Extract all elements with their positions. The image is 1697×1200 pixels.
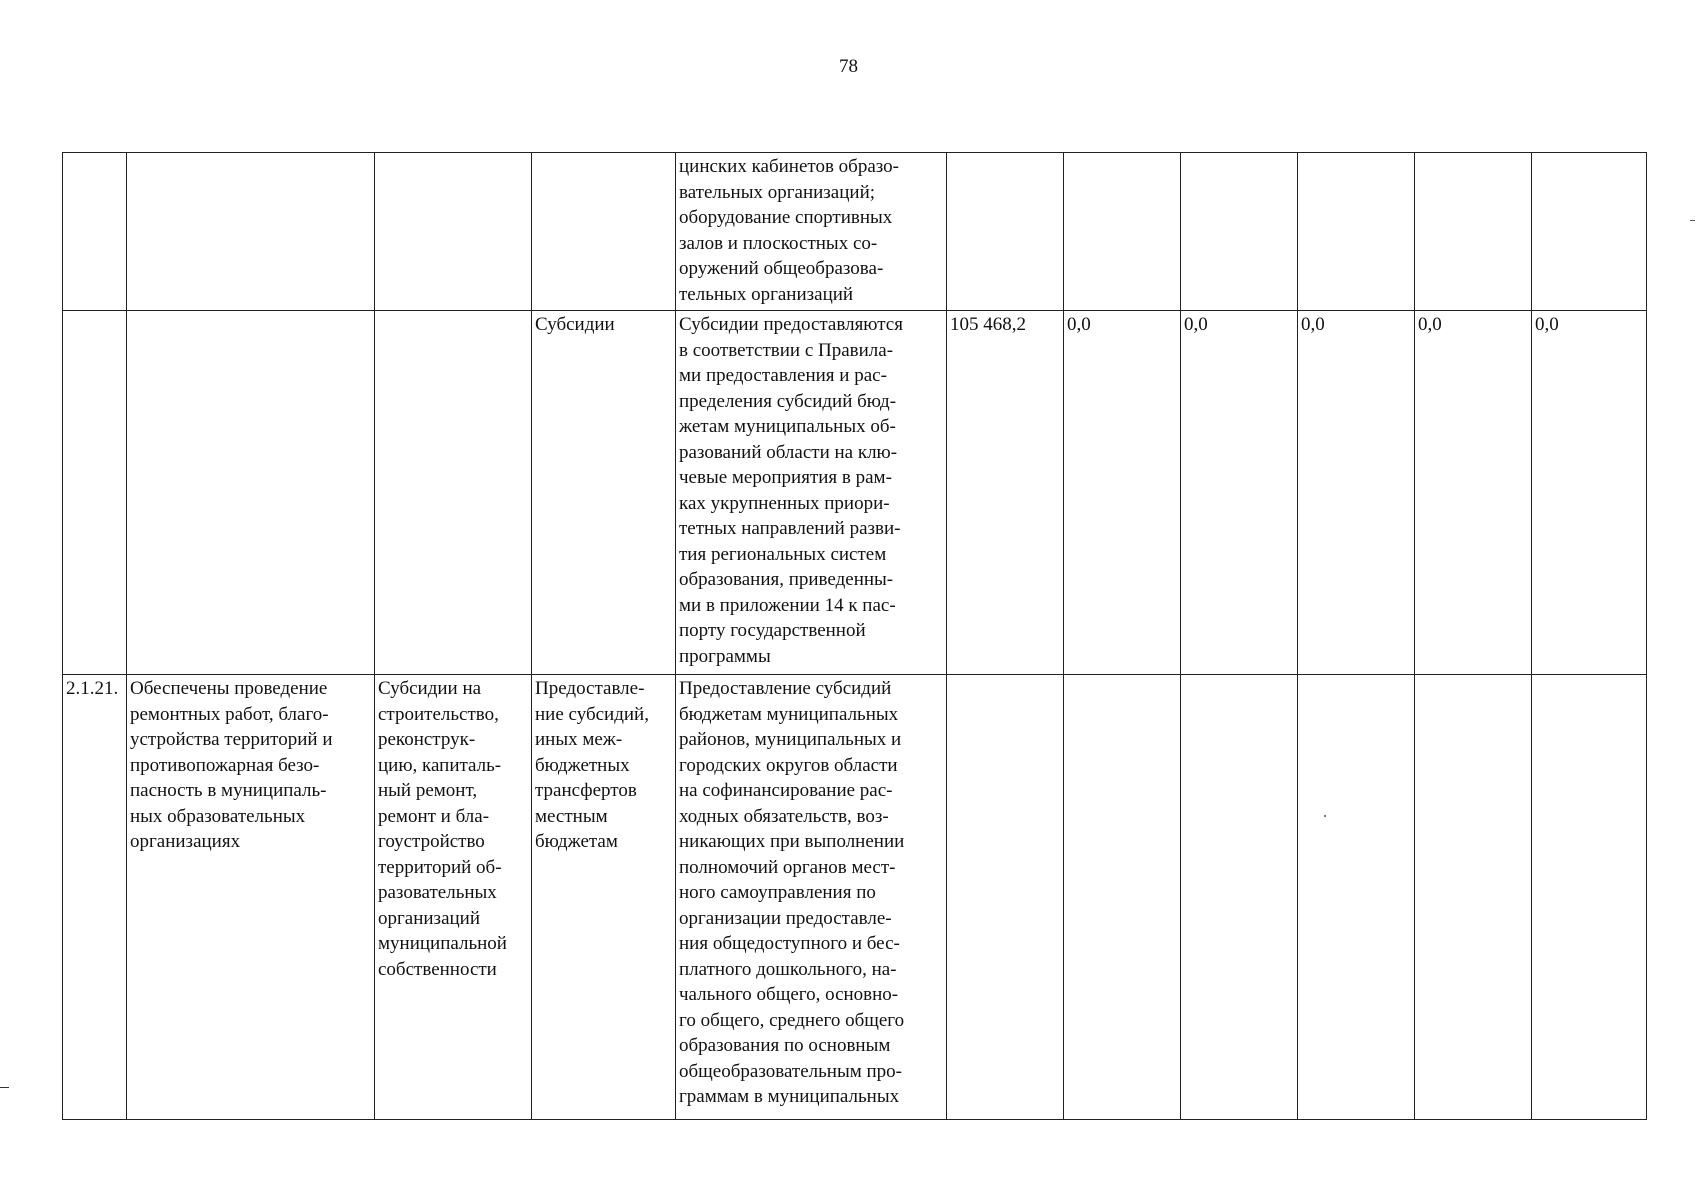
cell-value <box>947 153 1064 311</box>
table-row <box>63 675 1647 1120</box>
cell-value: 0,0 <box>1064 311 1181 675</box>
cell-value: 0,0 <box>1298 311 1415 675</box>
cell-value <box>1415 153 1532 311</box>
cell-value: 0,0 <box>1532 311 1647 675</box>
scan-edge-mark <box>1690 220 1695 221</box>
cell-value: 105 468,2 <box>947 311 1064 675</box>
cell-number: 2.1.21. <box>63 675 127 1120</box>
cell-value: 0,0 <box>1415 311 1532 675</box>
cell-mechanism: Предоставление субсидий бюджетам муниципальных районов, муниципальных и городских округов области на софинансирование рас- ходных обязательств, воз- никающих при выполнении полномочий органов мест- ного самоуправления по организации предоставле- ния общедоступного и бес- платного дошкольного, на- чального общего, основно- го общего, среднего общего образования по основным общеобразовательным про- граммам в муниципальных <box>676 675 947 1120</box>
cell-type: Предоставле- ние субсидий, иных меж- бюджетных трансфертов местным бюджетам <box>532 675 676 1120</box>
cell-value <box>947 675 1064 1120</box>
cell-activity: Субсидии на строительство, реконструк- цию, капиталь- ный ремонт, ремонт и бла- гоустройство территорий об- разовательных организаций муниципальной собственности <box>375 675 532 1120</box>
table-row <box>63 311 1647 675</box>
scan-speck <box>1324 815 1326 817</box>
scan-edge-mark <box>0 1087 9 1088</box>
cell-activity <box>375 153 532 311</box>
cell-value: 0,0 <box>1181 311 1298 675</box>
cell-value <box>1532 153 1647 311</box>
program-table <box>62 152 1647 1120</box>
table-row <box>63 153 1647 311</box>
cell-value <box>1064 153 1181 311</box>
cell-value <box>1181 153 1298 311</box>
cell-value <box>1298 675 1415 1120</box>
cell-type: Субсидии <box>532 311 676 675</box>
cell-value <box>1532 675 1647 1120</box>
cell-type <box>532 153 676 311</box>
cell-result: Обеспечены проведение ремонтных работ, благо- устройства территорий и противопожарная безо- пасность в муниципаль- ных образовательных организациях <box>127 675 375 1120</box>
cell-value <box>1064 675 1181 1120</box>
cell-result <box>127 311 375 675</box>
cell-value <box>1298 153 1415 311</box>
cell-mechanism: цинских кабинетов образо- вательных организаций; оборудование спортивных залов и плоскостных со- оружений общеобразова- тельных организаций <box>676 153 947 311</box>
page-number: 78 <box>839 56 858 77</box>
cell-number <box>63 153 127 311</box>
cell-value <box>1181 675 1298 1120</box>
cell-value <box>1415 675 1532 1120</box>
cell-activity <box>375 311 532 675</box>
cell-mechanism: Субсидии предоставляются в соответствии с Правила- ми предоставления и рас- пределения субсидий бюд- жетам муниципальных об- разований области на клю- чевые мероприятия в рам- ках укрупненных приори- тетных направлений разви- тия региональных систем образования, приведенны- ми в приложении 14 к пас- порту государственной программы <box>676 311 947 675</box>
cell-result <box>127 153 375 311</box>
cell-number <box>63 311 127 675</box>
